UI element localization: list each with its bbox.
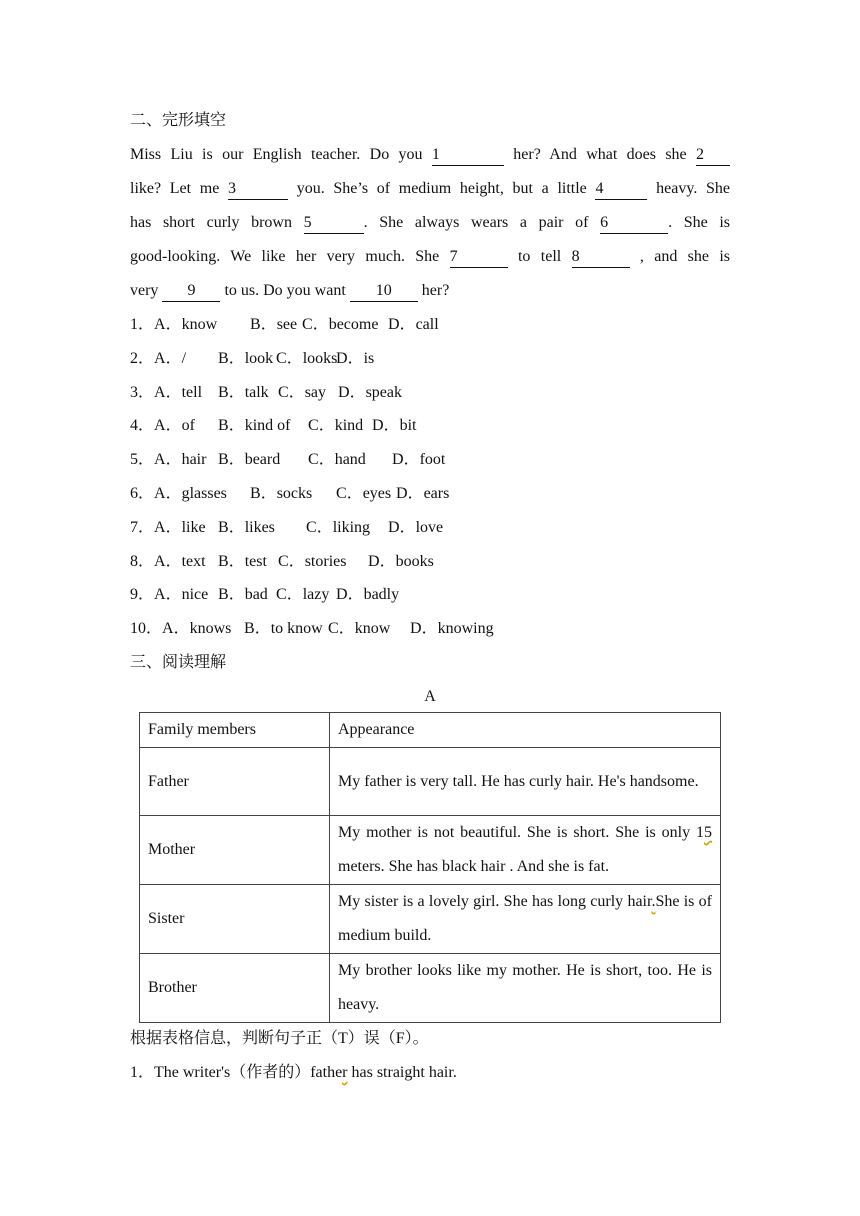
passage-line-4: good-looking. We like her very much. She 7 to tell 8 , and she is (130, 240, 730, 274)
document-page (130, 104, 730, 714)
blank-1: 1 (432, 145, 504, 166)
appearance-cell: My father is very tall. He has curly hair. He's handsome. (330, 748, 721, 816)
section-title-reading: 三、阅读理解 (130, 653, 227, 671)
family-appearance-table (139, 712, 721, 1023)
blank-9: 9 (162, 281, 220, 302)
blank-8: 8 (572, 247, 630, 268)
appearance-cell: My mother is not beautiful. She is short. She is only 15 meters. She has black hair . And she is fat. (330, 816, 721, 885)
passage-label: A (424, 687, 436, 705)
blank-4: 4 (595, 179, 647, 200)
appearance-cell: My brother looks like my mother. He is short, too. He is heavy. (330, 954, 721, 1023)
blank-6: 6 (600, 213, 668, 234)
option-row-3: 3．A．tell B．talk C．say D．speak (130, 383, 403, 401)
option-row-7: 7．A．like B．likes C．liking D．love (130, 518, 444, 536)
blank-7: 7 (450, 247, 508, 268)
option-row-6: 6．A．glasses B．socks C．eyes D．ears (130, 484, 450, 502)
header-family-members: Family members (140, 713, 330, 748)
option-row-4: 4．A．of B．kind of C．kind D．bit (130, 417, 417, 435)
passage-line-1: Miss Liu is our English teacher. Do you 1 her? And what does she 2 (130, 138, 730, 172)
option-row-5: 5．A．hair B．beard C．hand D．foot (130, 451, 446, 469)
option-row-1: 1．A．know B．see C．become D．call (130, 316, 439, 333)
member-cell: Mother (140, 816, 330, 885)
table-row (140, 885, 721, 954)
tf-instruction: 根据表格信息，判断句子正（T）误（F）。 (130, 1030, 429, 1047)
option-row-2: 2．A．/ B．look C．looksD．is (130, 349, 375, 367)
blank-2: 2 (696, 145, 730, 166)
option-row-10: 10．A．knows B．to know C．know D．knowing (130, 620, 494, 638)
table-row (140, 954, 721, 1023)
header-appearance: Appearance (330, 713, 721, 748)
cloze-passage (130, 138, 730, 308)
passage-line-2: like? Let me 3 you. She’s of medium height, but a little 4 heavy. She (130, 172, 730, 206)
blank-10: 10 (350, 281, 418, 302)
table-header-row (140, 713, 721, 748)
passage-line-3: has short curly brown 5 . She always wears a pair of 6 . She is (130, 206, 730, 240)
question-1: 1．The writer's（作者的）father has straight hair. (130, 1064, 457, 1081)
option-row-9: 9．A．nice B．bad C．lazy D．badly (130, 586, 400, 604)
options-list (130, 308, 730, 646)
member-cell: Brother (140, 954, 330, 1023)
blank-5: 5 (304, 213, 364, 234)
table-row (140, 816, 721, 885)
passage-line-5: very 9 to us. Do you want 10 her? (130, 274, 730, 308)
section-title-cloze: 二、完形填空 (130, 112, 227, 129)
member-cell: Father (140, 748, 330, 816)
appearance-cell: My sister is a lovely girl. She has long curly hair.She is of medium build. (330, 885, 721, 954)
table-row (140, 748, 721, 816)
blank-3: 3 (228, 179, 288, 200)
member-cell: Sister (140, 885, 330, 954)
option-row-8: 8．A．text B．test C．stories D．books (130, 552, 434, 570)
